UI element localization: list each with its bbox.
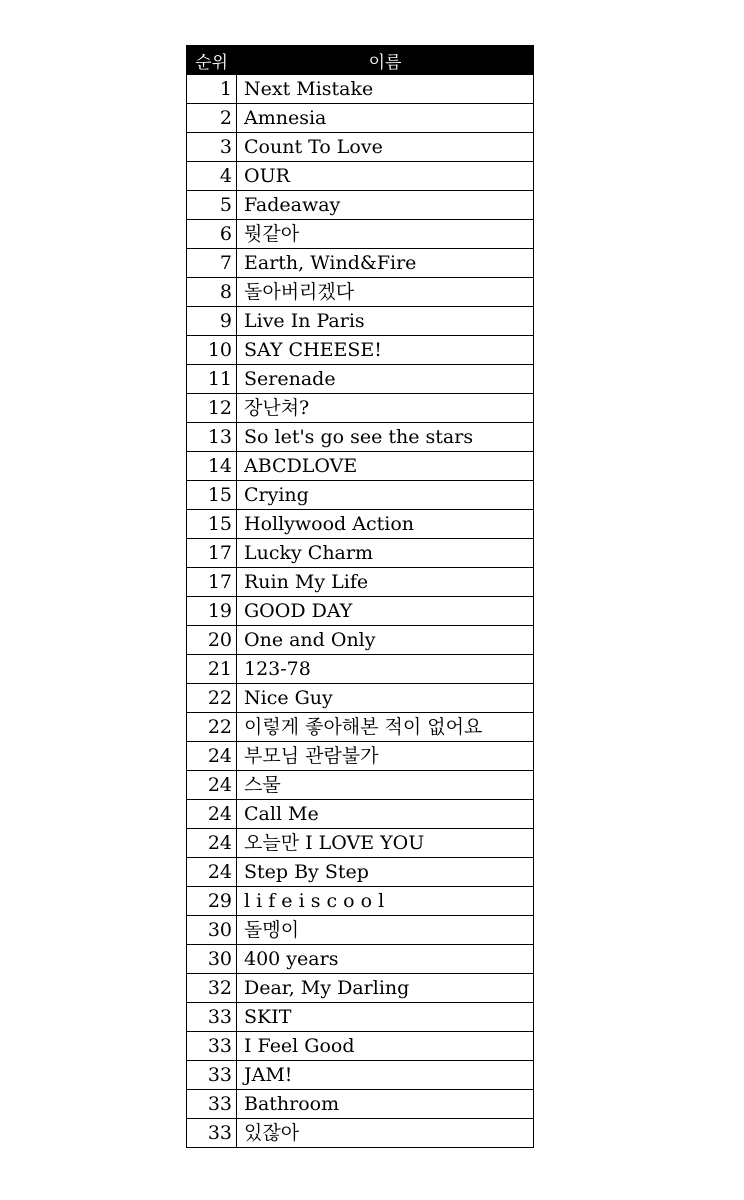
song-name-cell: Serenade [237,365,534,394]
song-name-cell: 123-78 [237,655,534,684]
rank-cell: 7 [187,249,237,278]
song-name-cell: One and Only [237,626,534,655]
song-name-cell: 있잖아 [237,1119,534,1148]
song-name-cell: Crying [237,481,534,510]
table-row [187,626,534,655]
song-name-cell: Step By Step [237,858,534,887]
rank-cell: 11 [187,365,237,394]
rank-cell: 29 [187,887,237,916]
table-row [187,655,534,684]
song-name-cell: 돌아버리겠다 [237,278,534,307]
song-name-cell: 부모님 관람불가 [237,742,534,771]
table-row [187,423,534,452]
table-row [187,1003,534,1032]
song-name-cell: Lucky Charm [237,539,534,568]
table-row [187,713,534,742]
rank-cell: 10 [187,336,237,365]
rank-cell: 30 [187,916,237,945]
song-name-cell: So let's go see the stars [237,423,534,452]
rank-cell: 33 [187,1032,237,1061]
song-name-cell: Nice Guy [237,684,534,713]
rank-cell: 24 [187,742,237,771]
table-row [187,771,534,800]
ranking-table [186,45,534,1148]
song-name-cell: 오늘만 I LOVE YOU [237,829,534,858]
rank-cell: 1 [187,75,237,104]
song-name-cell: Fadeaway [237,191,534,220]
table-row [187,539,534,568]
table-row [187,916,534,945]
table-row [187,481,534,510]
rank-cell: 33 [187,1119,237,1148]
song-name-cell: Next Mistake [237,75,534,104]
rank-cell: 24 [187,800,237,829]
rank-column-header: 순위 [187,46,237,75]
song-name-cell: SAY CHEESE! [237,336,534,365]
rank-cell: 12 [187,394,237,423]
name-column-header: 이름 [237,46,534,75]
song-name-cell: l i f e i s c o o l [237,887,534,916]
table-row [187,1061,534,1090]
table-row [187,1032,534,1061]
table-row [187,1090,534,1119]
rank-cell: 21 [187,655,237,684]
song-name-cell: Count To Love [237,133,534,162]
song-name-cell: 스물 [237,771,534,800]
rank-cell: 3 [187,133,237,162]
song-name-cell: Bathroom [237,1090,534,1119]
song-name-cell: 돌멩이 [237,916,534,945]
song-name-cell: 400 years [237,945,534,974]
table-row [187,104,534,133]
rank-cell: 22 [187,713,237,742]
table-row [187,742,534,771]
rank-cell: 33 [187,1003,237,1032]
table-row [187,945,534,974]
table-row [187,1119,534,1148]
song-name-cell: ABCDLOVE [237,452,534,481]
song-name-cell: SKIT [237,1003,534,1032]
rank-cell: 30 [187,945,237,974]
table-row [187,829,534,858]
rank-cell: 19 [187,597,237,626]
rank-cell: 32 [187,974,237,1003]
table-row [187,858,534,887]
rank-cell: 5 [187,191,237,220]
table-row [187,394,534,423]
rank-cell: 24 [187,858,237,887]
song-name-cell: GOOD DAY [237,597,534,626]
rank-cell: 15 [187,481,237,510]
table-row [187,249,534,278]
rank-cell: 33 [187,1090,237,1119]
table-row [187,597,534,626]
rank-cell: 17 [187,568,237,597]
song-name-cell: Amnesia [237,104,534,133]
table-row [187,133,534,162]
table-row [187,191,534,220]
table-row [187,75,534,104]
song-name-cell: JAM! [237,1061,534,1090]
table-body [187,75,534,1148]
rank-cell: 15 [187,510,237,539]
rank-cell: 17 [187,539,237,568]
song-name-cell: 이렇게 좋아해본 적이 없어요 [237,713,534,742]
song-name-cell: I Feel Good [237,1032,534,1061]
table-row [187,684,534,713]
table-row [187,568,534,597]
header-row [187,46,534,75]
song-name-cell: OUR [237,162,534,191]
rank-cell: 13 [187,423,237,452]
table-row [187,278,534,307]
table-row [187,510,534,539]
table-row [187,220,534,249]
rank-cell: 9 [187,307,237,336]
table-row [187,307,534,336]
table-header [187,46,534,75]
rank-cell: 4 [187,162,237,191]
rank-cell: 14 [187,452,237,481]
table-row [187,365,534,394]
song-name-cell: Live In Paris [237,307,534,336]
rank-cell: 8 [187,278,237,307]
rank-cell: 24 [187,829,237,858]
table-row [187,974,534,1003]
rank-cell: 2 [187,104,237,133]
table-row [187,162,534,191]
song-name-cell: Earth, Wind&Fire [237,249,534,278]
table-row [187,887,534,916]
song-name-cell: Dear, My Darling [237,974,534,1003]
table-row [187,336,534,365]
table-row [187,800,534,829]
rank-cell: 22 [187,684,237,713]
song-name-cell: Ruin My Life [237,568,534,597]
rank-cell: 33 [187,1061,237,1090]
song-name-cell: Hollywood Action [237,510,534,539]
rank-cell: 24 [187,771,237,800]
song-name-cell: Call Me [237,800,534,829]
song-name-cell: 뭣같아 [237,220,534,249]
table-row [187,452,534,481]
rank-cell: 20 [187,626,237,655]
rank-cell: 6 [187,220,237,249]
song-name-cell: 장난쳐? [237,394,534,423]
